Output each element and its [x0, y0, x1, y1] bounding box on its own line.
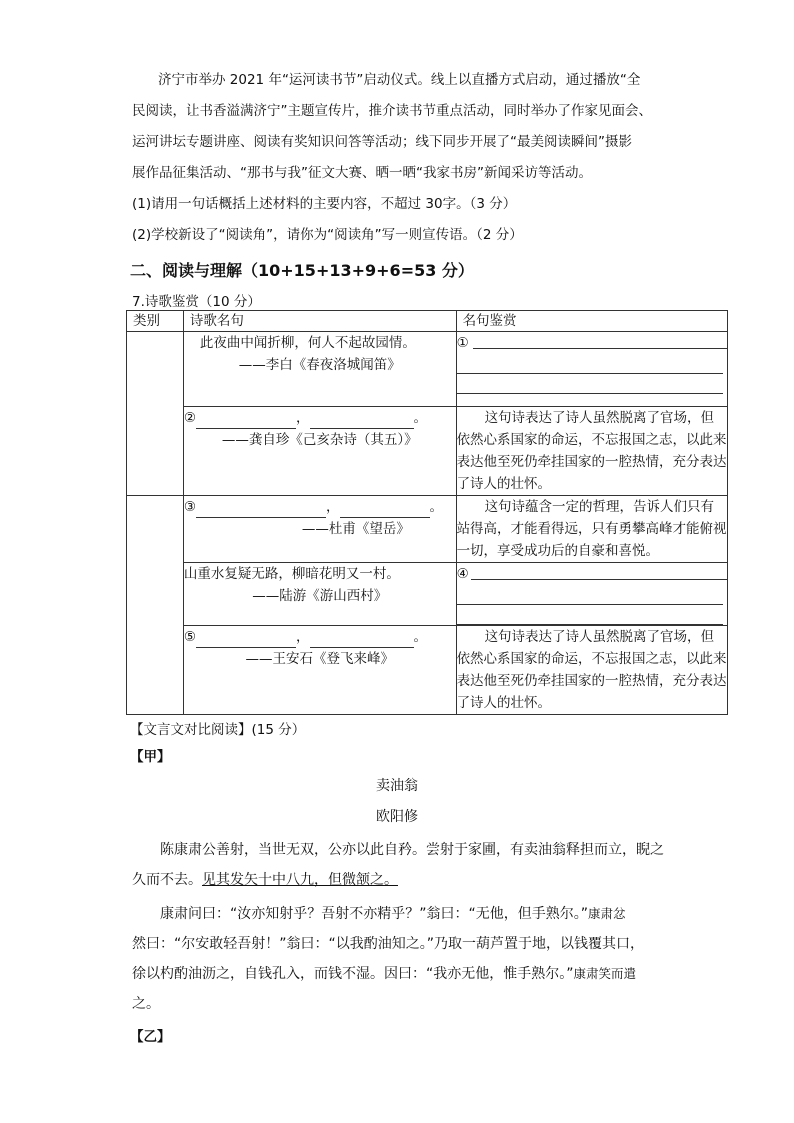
fill-blank[interactable]	[310, 632, 414, 648]
punctuation: ，	[296, 629, 310, 645]
poem-citation: ——李白《春夜洛城闻笛》	[238, 357, 401, 373]
poem-citation: ——王安石《登飞来峰》	[245, 651, 394, 667]
text-title: 卖油翁	[376, 778, 418, 794]
answer-marker: ②	[183, 410, 197, 426]
table-row	[127, 332, 728, 407]
poem-cell	[183, 496, 456, 563]
punctuation: ，	[296, 410, 310, 426]
fill-blank[interactable]	[310, 413, 414, 429]
classical-text: 康肃笑而遣	[573, 966, 637, 981]
poem-line: 山重水复疑无路，柳暗花明又一村。	[183, 566, 400, 582]
fill-blank[interactable]	[196, 502, 326, 518]
classical-line-2	[132, 869, 398, 889]
intro-line-4: 展作品征集活动、“那书与我”征文大赛、晒一晒“我家书房”新闻采访等活动。	[132, 165, 592, 181]
classical-text: 徐以杓酌油沥之，自钱孔入，而钱不湿。因曰：“我亦无他，惟手熟尔。”	[132, 966, 574, 982]
poem-citation: ——陆游《游山西村》	[252, 588, 388, 604]
header-poem: 诗歌名句	[183, 311, 456, 332]
answer-blank[interactable]	[457, 585, 723, 605]
answer-blank[interactable]	[457, 354, 723, 374]
poetry-table	[126, 310, 728, 715]
underlined-sentence: 见其发矢十中八九，但微颔之。	[202, 872, 398, 888]
poem-cell	[183, 626, 456, 715]
appreciation-cell	[456, 563, 727, 626]
poem-citation: ——杜甫《望岳》	[301, 521, 410, 537]
fill-blank[interactable]	[340, 502, 430, 518]
question-2: (2)学校新设了“阅读角”，请你为“阅读角”写一则宣传语。（2 分）	[132, 227, 523, 243]
table-row	[127, 496, 728, 563]
part-yi-label: 【乙】	[130, 1029, 171, 1045]
appreciation-cell	[456, 407, 727, 496]
appreciation-cell	[456, 626, 727, 715]
appreciation-cell	[456, 496, 727, 563]
answer-blank[interactable]	[457, 605, 723, 625]
table-row	[127, 626, 728, 715]
section-2-title: 二、阅读与理解（10+15+13+9+6=53 分）	[130, 261, 474, 280]
category-cell	[127, 496, 184, 715]
classical-text: 康肃问曰：“汝亦知射乎？吾射不亦精乎？”翁曰：“无他，但手熟尔。”	[160, 906, 589, 922]
header-category: 类别	[127, 311, 184, 332]
category-cell	[127, 332, 184, 496]
classical-heading: 【文言文对比阅读】(15 分）	[130, 722, 306, 738]
poem-line: 此夜曲中闻折柳，何人不起故园情。	[199, 335, 416, 351]
text-author: 欧阳修	[376, 809, 418, 825]
classical-line-5	[132, 963, 636, 983]
question-1: (1)请用一句话概括上述材料的主要内容，不超过 30字。（3 分）	[132, 196, 517, 212]
poem-citation: ——龚自珍《己亥杂诗（其五）》	[221, 432, 418, 448]
classical-text: 康肃忿	[588, 906, 626, 921]
appreciation-text: 这句诗表达了诗人虽然脱离了官场，但依然心系国家的命运，不忘报国之志，以此来表达他至死仍牵挂国家的一腔热情，充分表达了诗人的壮怀。	[456, 410, 727, 492]
answer-blank[interactable]	[471, 563, 727, 580]
fill-blank[interactable]	[196, 632, 296, 648]
answer-blank[interactable]	[457, 374, 723, 394]
fill-blank[interactable]	[196, 413, 296, 429]
header-appreciation: 名句鉴赏	[456, 311, 727, 332]
classical-line-4: 然曰：“尔安敢轻吾射！”翁曰：“以我酌油知之。”乃取一葫芦置于地，以钱覆其口，	[132, 936, 645, 952]
intro-line-3: 运河讲坛专题讲座、阅读有奖知识问答等活动；线下同步开展了“最美阅读瞬间”摄影	[132, 134, 632, 150]
appreciation-text: 这句诗表达了诗人虽然脱离了官场，但依然心系国家的命运，不忘报国之志，以此来表达他至死仍牵挂国家的一腔热情，充分表达了诗人的壮怀。	[456, 629, 727, 711]
punctuation: 。	[413, 629, 428, 645]
punctuation: ，	[326, 499, 340, 515]
punctuation: 。	[413, 410, 428, 426]
classical-line-1: 陈康肃公善射，当世无双，公亦以此自矜。尝射于家圃，有卖油翁释担而立，睨之	[160, 842, 664, 858]
answer-blank[interactable]	[473, 332, 727, 349]
table-header-row	[127, 311, 728, 332]
poem-cell	[183, 407, 456, 496]
q7-title: 7.诗歌鉴赏（10 分）	[132, 294, 261, 310]
table-row	[127, 407, 728, 496]
punctuation: 。	[429, 499, 444, 515]
appreciation-text: 这句诗蕴含一定的哲理，告诉人们只有站得高，才能看得远，只有勇攀高峰才能俯视一切，享受成功后的自豪和喜悦。	[456, 499, 727, 559]
poem-cell	[183, 332, 456, 407]
table-row	[127, 563, 728, 626]
classical-line-3	[160, 903, 626, 923]
answer-marker: ④	[456, 566, 469, 582]
poem-cell	[183, 563, 456, 626]
classical-line-6: 之。	[132, 996, 160, 1012]
answer-marker: ③	[183, 499, 197, 515]
appreciation-cell	[456, 332, 727, 407]
intro-line-2: 民阅读，让书香溢满济宁”主题宣传片，推介读书节重点活动，同时举办了作家见面会、	[132, 103, 652, 119]
intro-line-1: 济宁市举办 2021 年“运河读书节”启动仪式。线上以直播方式启动，通过播放“全	[158, 72, 641, 88]
answer-marker: ①	[456, 335, 469, 351]
classical-text: 久而不去。	[132, 872, 202, 888]
part-jia-label: 【甲】	[130, 749, 171, 765]
answer-marker: ⑤	[183, 629, 197, 645]
